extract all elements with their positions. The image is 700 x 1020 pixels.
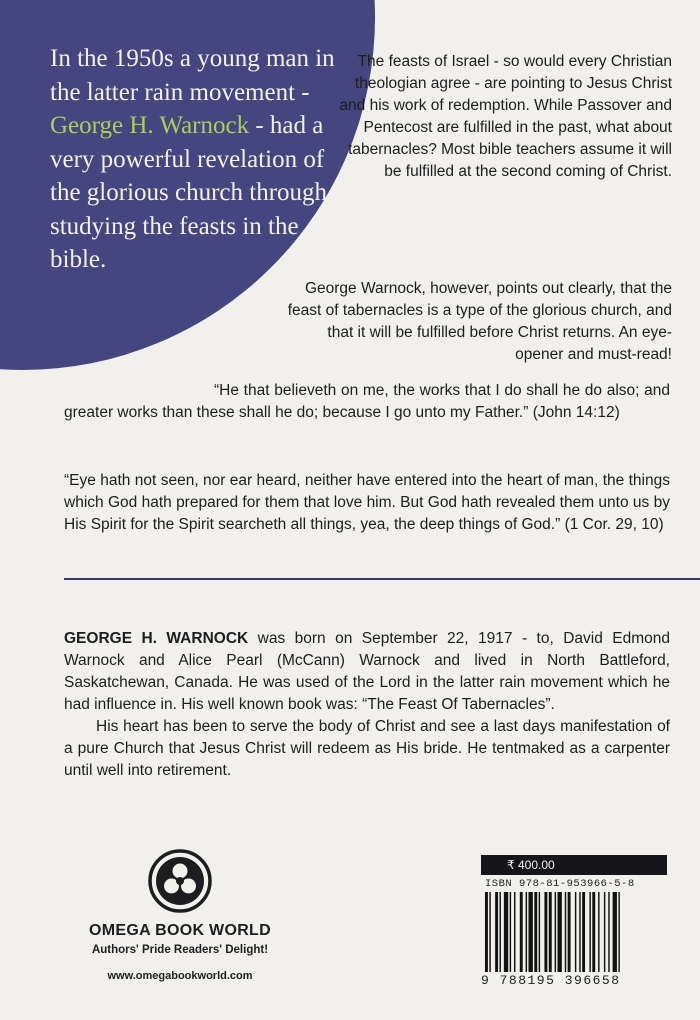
barcode-bar [618, 892, 619, 972]
circle-blurb-intro: In the 1950s a young man in the latter rain movement - [50, 45, 335, 106]
barcode-bar [592, 892, 595, 972]
barcode-bar [489, 892, 490, 972]
author-name: GEORGE H. WARNOCK [64, 630, 249, 647]
barcode-bar [526, 892, 527, 972]
section-divider [64, 578, 700, 580]
barcode-block [481, 855, 667, 988]
barcode-bar [613, 892, 617, 972]
barcode-bar [568, 892, 571, 972]
barcode-bar [520, 892, 523, 972]
barcode-bar [549, 892, 552, 972]
barcode-bar [539, 892, 540, 972]
omega-trefoil-logo-icon [147, 848, 213, 914]
quote-corinthians: “Eye hath not seen, nor ear heard, neither have entered into the heart of man, the things which God hath prepared for them that love him. But God hath revealed them unto us by His Spirit for the Spirit searcheth all things, yea, the deep things of God.” (1 Cor. 29, 10) [64, 472, 670, 533]
barcode-bar [544, 892, 547, 972]
barcode-bar [555, 892, 556, 972]
barcode-bar [608, 892, 609, 972]
barcode-digits: 9 788195 396658 [481, 973, 621, 988]
publisher-name: OMEGA BOOK WORLD [89, 922, 271, 939]
author-bio-paragraph-1 [64, 628, 670, 716]
price-label: ₹ 400.00 [481, 855, 667, 875]
barcode-bar [529, 892, 533, 972]
circle-blurb-highlight: George H. Warnock [50, 112, 250, 139]
barcode-bar [510, 892, 511, 972]
barcode-bar [500, 892, 501, 972]
barcode-bar [534, 892, 537, 972]
publisher-tagline: Authors' Pride Readers' Delight! [91, 944, 269, 956]
publisher-block [60, 848, 300, 982]
barcode-bar [565, 892, 566, 972]
barcode-icon [481, 892, 667, 972]
barcode-bar [495, 892, 498, 972]
barcode-bar [575, 892, 576, 972]
author-bio-paragraph-2: His heart has been to serve the body of Christ and see a last days manifestation of a pure Church that Jesus Christ will redeem as His bride. He tentmaked as a carpenter until well into retirement. [64, 718, 670, 779]
description-paragraph-1: The feasts of Israel - so would every Christian theologian agree - are pointing to Jesus Christ and his work of redemption. While Passover and Pentecost are fulfilled in the past, what about tabernacles? Most bible teachers assume it will be fulfilled at the second coming of Christ. [339, 53, 672, 180]
barcode-bar [558, 892, 562, 972]
circle-blurb [50, 42, 350, 277]
barcode-bar [604, 892, 605, 972]
barcode-bar [598, 892, 599, 972]
barcode-bar [579, 892, 580, 972]
barcode-bar [485, 892, 488, 972]
publisher-website: www.omegabookworld.com [107, 970, 253, 982]
author-bio [64, 628, 670, 782]
barcode-bar [514, 892, 515, 972]
description-paragraph-2: George Warnock, however, points out clearly, that the feast of tabernacles is a type of the glorious church, and that it will be fulfilled before Christ returns. An eye-opener and must-read! [287, 280, 672, 363]
barcode-bar [589, 892, 590, 972]
quote-john: “He that believeth on me, the works that I do shall he do also; and greater works than these shall he do; because I go unto my Father.” (John 14:12) [64, 382, 670, 421]
author-bio-text-1: was born on September 22, 1917 - to, David Edmond Warnock and Alice Pearl (McCann) Warnock and lived in North Battleford, Saskatchewan, Canada. He was used of the Lord in the latter rain movement which he had influence in. His well known book was: “The Feast Of Tabernacles”. [64, 630, 671, 713]
barcode-bar [504, 892, 508, 972]
circle-blurb-rest: - had a very powerful revelation of the glorious church through studying the feasts in the bible. [50, 112, 328, 273]
isbn-label: ISBN 978-81-953966-5-8 [485, 878, 635, 890]
barcode-bar [582, 892, 585, 972]
